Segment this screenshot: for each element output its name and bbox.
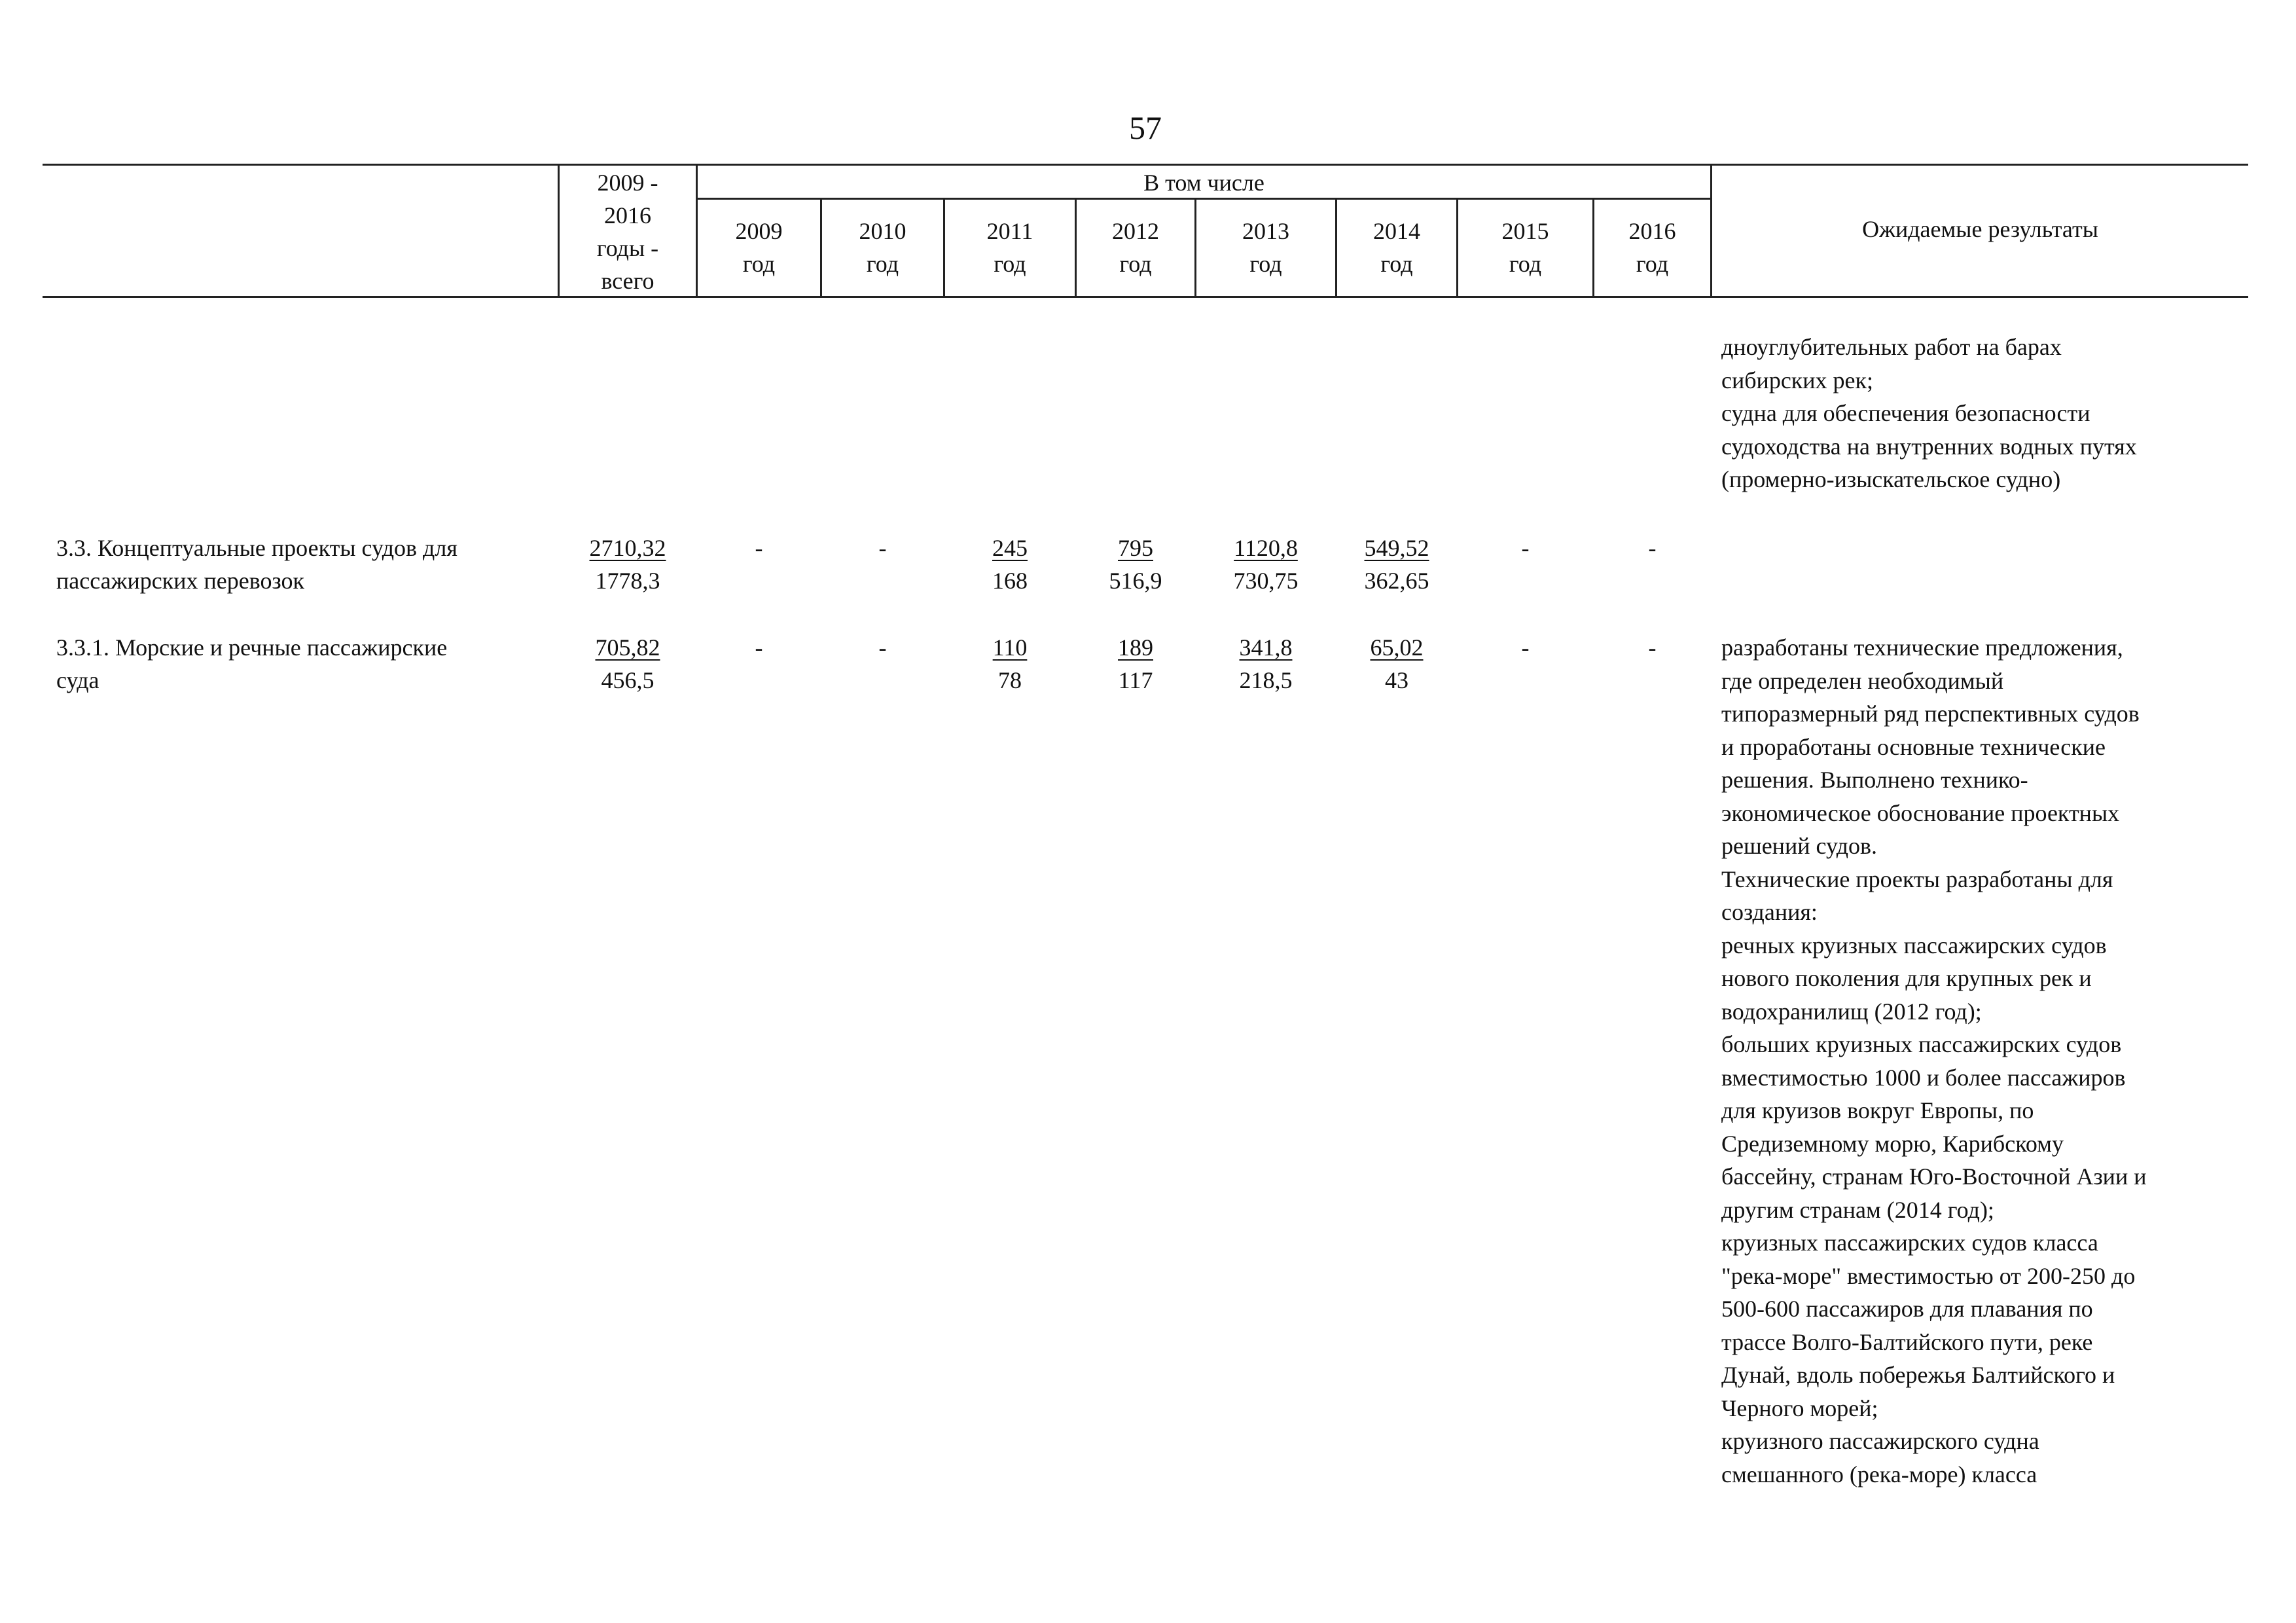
header-total-label	[560, 166, 696, 297]
header-year-2015	[1458, 215, 1592, 280]
header-year-2016	[1594, 215, 1710, 280]
row-results	[1721, 631, 2146, 1491]
result-line: для круизов вокруг Европы, по	[1721, 1097, 2034, 1123]
year-top-value: 795	[1118, 535, 1153, 561]
header-year-unit: год	[1119, 251, 1152, 277]
year-bottom-value: 117	[1118, 667, 1153, 693]
header-results-label: Ожидаемые результаты	[1862, 216, 2098, 242]
header-year-unit: год	[742, 251, 776, 277]
header-total-line: всего	[601, 268, 655, 294]
result-line: судна для обеспечения безопасности	[1721, 400, 2090, 426]
year-cell	[1196, 631, 1335, 697]
header-year-label: 2010	[859, 218, 906, 244]
year-cell	[1077, 532, 1194, 597]
header-year-label: 2015	[1501, 218, 1549, 244]
result-line: "река-море" вместимостью от 200-250 до	[1721, 1262, 2136, 1289]
year-top-value: -	[1521, 634, 1530, 661]
result-line: 500-600 пассажиров для плавания по	[1721, 1296, 2093, 1322]
result-line: (промерно-изыскательское судно)	[1721, 466, 2061, 492]
header-bottom-border	[43, 296, 2248, 298]
result-line: Технические проекты разработаны для	[1721, 866, 2113, 892]
header-year-label: 2012	[1112, 218, 1159, 244]
year-top-value: 189	[1118, 634, 1153, 661]
year-top-value: 1120,8	[1234, 535, 1298, 561]
result-line: судоходства на внутренних водных путях	[1721, 433, 2137, 460]
result-line: Дунай, вдоль побережья Балтийского и	[1721, 1362, 2115, 1388]
year-cell	[1337, 532, 1456, 597]
result-line: где определен необходимый	[1721, 667, 2004, 694]
result-line: создания:	[1721, 899, 1818, 925]
header-year-label: 2014	[1373, 218, 1420, 244]
header-top-border	[43, 164, 2248, 166]
header-total-line: 2016	[604, 202, 651, 228]
result-line: решений судов.	[1721, 833, 1878, 859]
header-year-2014	[1337, 215, 1456, 280]
header-year-unit: год	[1249, 251, 1282, 277]
result-line: вместимостью 1000 и более пассажиров	[1721, 1064, 2126, 1091]
header-year-label: 2016	[1628, 218, 1676, 244]
year-cell	[1594, 532, 1710, 564]
year-top-value: 65,02	[1370, 634, 1424, 661]
header-year-2013	[1196, 215, 1335, 280]
row-total	[560, 631, 696, 697]
header-year-unit: год	[866, 251, 899, 277]
result-line: и проработаны основные технические	[1721, 733, 2106, 760]
header-year-2009	[698, 215, 820, 280]
carryover-results	[1721, 331, 2137, 496]
year-cell	[698, 532, 820, 564]
year-top-value: 110	[992, 634, 1028, 661]
row-name-line: суда	[56, 667, 99, 693]
year-top-value: -	[755, 535, 763, 561]
result-line: дноуглубительных работ на барах	[1721, 334, 2062, 360]
year-bottom-value: 730,75	[1233, 568, 1299, 594]
row-name	[56, 631, 447, 697]
page-number: 57	[1129, 109, 1162, 146]
year-cell	[1337, 631, 1456, 697]
result-line: Средиземному морю, Карибскому	[1721, 1130, 2064, 1157]
year-top-value: -	[1648, 535, 1657, 561]
result-line: решения. Выполнено технико-	[1721, 767, 2028, 793]
header-year-label: 2013	[1242, 218, 1289, 244]
header-year-label: 2009	[735, 218, 783, 244]
year-cell	[1458, 631, 1592, 664]
result-line: нового поколения для крупных рек и	[1721, 965, 2092, 991]
result-line: трассе Волго-Балтийского пути, реке	[1721, 1328, 2093, 1355]
header-total-line: 2009 -	[597, 170, 658, 196]
header-year-label: 2011	[986, 218, 1033, 244]
year-cell	[698, 631, 820, 664]
year-cell	[1594, 631, 1710, 664]
header-year-2011	[945, 215, 1075, 280]
year-cell	[1077, 631, 1194, 697]
total-bottom-value: 456,5	[601, 667, 655, 693]
result-line: бассейну, странам Юго-Восточной Азии и	[1721, 1163, 2147, 1190]
result-line: круизных пассажирских судов класса	[1721, 1230, 2098, 1256]
result-line: круизного пассажирского судна	[1721, 1428, 2039, 1454]
year-cell	[1196, 532, 1335, 597]
result-line: смешанного (река-море) класса	[1721, 1461, 2037, 1487]
result-line: сибирских рек;	[1721, 367, 1874, 393]
header-year-2010	[822, 215, 943, 280]
year-cell	[945, 631, 1075, 697]
header-group-label: В том числе	[1143, 170, 1265, 196]
result-line: экономическое обоснование проектных	[1721, 799, 2120, 826]
year-bottom-value: 362,65	[1364, 568, 1429, 594]
result-line: Черного морей;	[1721, 1395, 1878, 1421]
result-line: типоразмерный ряд перспективных судов	[1721, 701, 2140, 727]
year-cell	[1458, 532, 1592, 564]
year-bottom-value: 218,5	[1239, 667, 1293, 693]
year-cell	[822, 631, 943, 664]
year-cell	[822, 532, 943, 564]
year-bottom-value: 43	[1385, 667, 1408, 693]
row-name	[56, 532, 457, 597]
year-top-value: 549,52	[1364, 535, 1429, 561]
year-cell	[945, 532, 1075, 597]
result-line: другим странам (2014 год);	[1721, 1196, 1994, 1223]
year-top-value: 245	[992, 535, 1028, 561]
total-top-value: 705,82	[595, 634, 660, 661]
year-bottom-value: 78	[998, 667, 1022, 693]
header-year-unit: год	[994, 251, 1026, 277]
header-total-line: годы -	[596, 235, 659, 261]
row-name-line: 3.3. Концептуальные проекты судов для	[56, 535, 457, 561]
header-year-unit: год	[1380, 251, 1413, 277]
header-year-2012	[1077, 215, 1194, 280]
row-name-line: 3.3.1. Морские и речные пассажирские	[56, 634, 448, 661]
result-line: больших круизных пассажирских судов	[1721, 1031, 2122, 1057]
result-line: разработаны технические предложения,	[1721, 634, 2123, 661]
total-bottom-value: 1778,3	[595, 568, 660, 594]
total-top-value: 2710,32	[589, 535, 666, 561]
year-top-value: -	[1521, 535, 1530, 561]
header-year-unit: год	[1509, 251, 1542, 277]
row-total	[560, 532, 696, 597]
year-top-value: -	[878, 535, 887, 561]
year-top-value: -	[878, 634, 887, 661]
result-line: речных круизных пассажирских судов	[1721, 932, 2107, 958]
year-top-value: 341,8	[1239, 634, 1293, 661]
year-bottom-value: 516,9	[1109, 568, 1162, 594]
year-top-value: -	[1648, 634, 1657, 661]
header-year-unit: год	[1636, 251, 1669, 277]
year-bottom-value: 168	[992, 568, 1028, 594]
result-line: водохранилищ (2012 год);	[1721, 998, 1982, 1025]
row-name-line: пассажирских перевозок	[56, 568, 304, 594]
year-top-value: -	[755, 634, 763, 661]
